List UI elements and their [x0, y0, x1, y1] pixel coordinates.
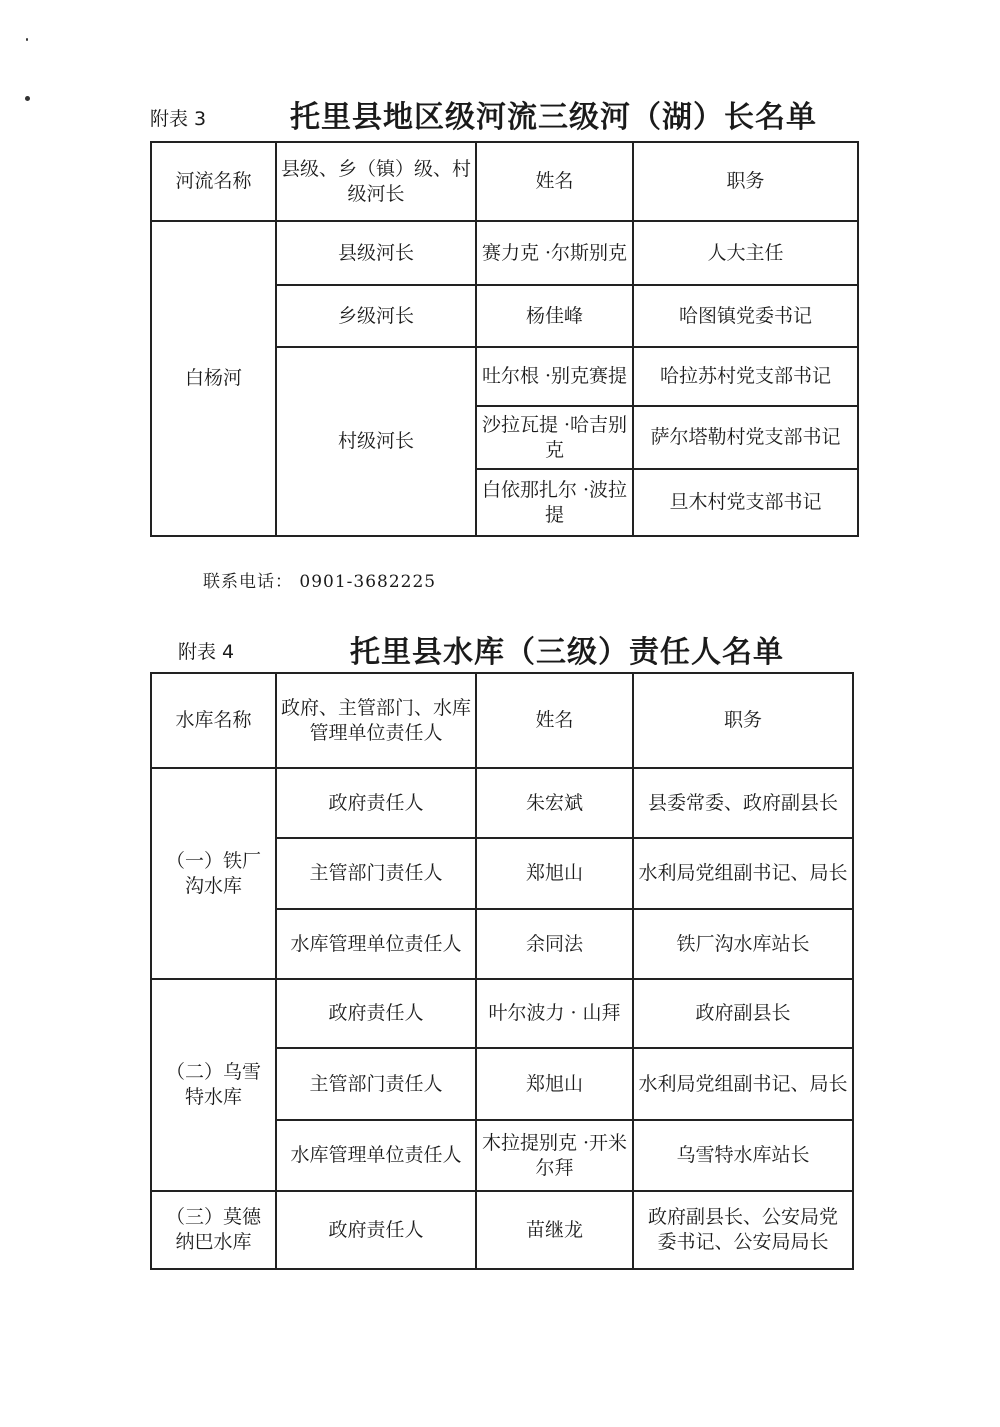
- name-cell: 郑旭山: [476, 838, 633, 909]
- position-cell: 旦木村党支部书记: [633, 469, 858, 536]
- position-cell: 政府副县长: [633, 979, 853, 1048]
- position-cell: 水利局党组副书记、局长: [633, 838, 853, 909]
- level-cell: 县级河长: [276, 221, 476, 285]
- reservoir-name-cell: （二）乌雪特水库: [151, 979, 276, 1191]
- position-cell: 铁厂沟水库站长: [633, 909, 853, 979]
- role-cell: 政府责任人: [276, 979, 476, 1048]
- position-cell: 萨尔塔勒村党支部书记: [633, 406, 858, 469]
- header-reservoir-name: 水库名称: [151, 673, 276, 768]
- reservoir-name-cell: （一）铁厂沟水库: [151, 768, 276, 979]
- table3-caption: 附表 3: [150, 108, 207, 130]
- scan-speck: [26, 38, 28, 41]
- position-cell: 乌雪特水库站长: [633, 1120, 853, 1191]
- role-cell: 水库管理单位责任人: [276, 1120, 476, 1191]
- table4-caption: 附表 4: [178, 641, 235, 663]
- role-cell: 主管部门责任人: [276, 1048, 476, 1120]
- name-cell: 杨佳峰: [476, 285, 633, 347]
- role-cell: 主管部门责任人: [276, 838, 476, 909]
- contact-phone: 联系电话： 0901-3682225: [203, 572, 437, 592]
- role-cell: 政府责任人: [276, 1191, 476, 1269]
- header-name: 姓名: [476, 142, 633, 221]
- position-cell: 哈拉苏村党支部书记: [633, 347, 858, 406]
- role-cell: 水库管理单位责任人: [276, 909, 476, 979]
- reservoir-responsible-table: [150, 672, 854, 1270]
- position-cell: 水利局党组副书记、局长: [633, 1048, 853, 1120]
- header-river-name: 河流名称: [151, 142, 276, 221]
- header-chief-level: 县级、乡（镇）级、村级河长: [276, 142, 476, 221]
- name-cell: 木拉提别克 ·开米尔拜: [476, 1120, 633, 1191]
- position-cell: 县委常委、政府副县长: [633, 768, 853, 838]
- header-name: 姓名: [476, 673, 633, 768]
- position-cell: 政府副县长、公安局党委书记、公安局局长: [633, 1191, 853, 1269]
- name-cell: 沙拉瓦提 ·哈吉别克: [476, 406, 633, 469]
- name-cell: 吐尔根 ·别克赛提: [476, 347, 633, 406]
- scan-speck: [25, 96, 30, 101]
- header-responsible-role: 政府、主管部门、水库管理单位责任人: [276, 673, 476, 768]
- name-cell: 苗继龙: [476, 1191, 633, 1269]
- name-cell: 赛力克 ·尔斯别克: [476, 221, 633, 285]
- role-cell: 政府责任人: [276, 768, 476, 838]
- name-cell: 郑旭山: [476, 1048, 633, 1120]
- level-cell: 乡级河长: [276, 285, 476, 347]
- table4-title: 托里县水库（三级）责任人名单: [350, 635, 784, 670]
- header-position: 职务: [633, 142, 858, 221]
- river-chief-table: [150, 141, 859, 537]
- reservoir-name-cell: （三）莫德纳巴水库: [151, 1191, 276, 1269]
- name-cell: 余同法: [476, 909, 633, 979]
- name-cell: 白依那扎尔 ·波拉提: [476, 469, 633, 536]
- header-position: 职务: [633, 673, 853, 768]
- name-cell: 叶尔波力 · 山拜: [476, 979, 633, 1048]
- name-cell: 朱宏斌: [476, 768, 633, 838]
- table3-title: 托里县地区级河流三级河（湖）长名单: [290, 100, 817, 135]
- position-cell: 人大主任: [633, 221, 858, 285]
- position-cell: 哈图镇党委书记: [633, 285, 858, 347]
- river-name-cell: 白杨河: [151, 221, 276, 536]
- level-cell: 村级河长: [276, 347, 476, 536]
